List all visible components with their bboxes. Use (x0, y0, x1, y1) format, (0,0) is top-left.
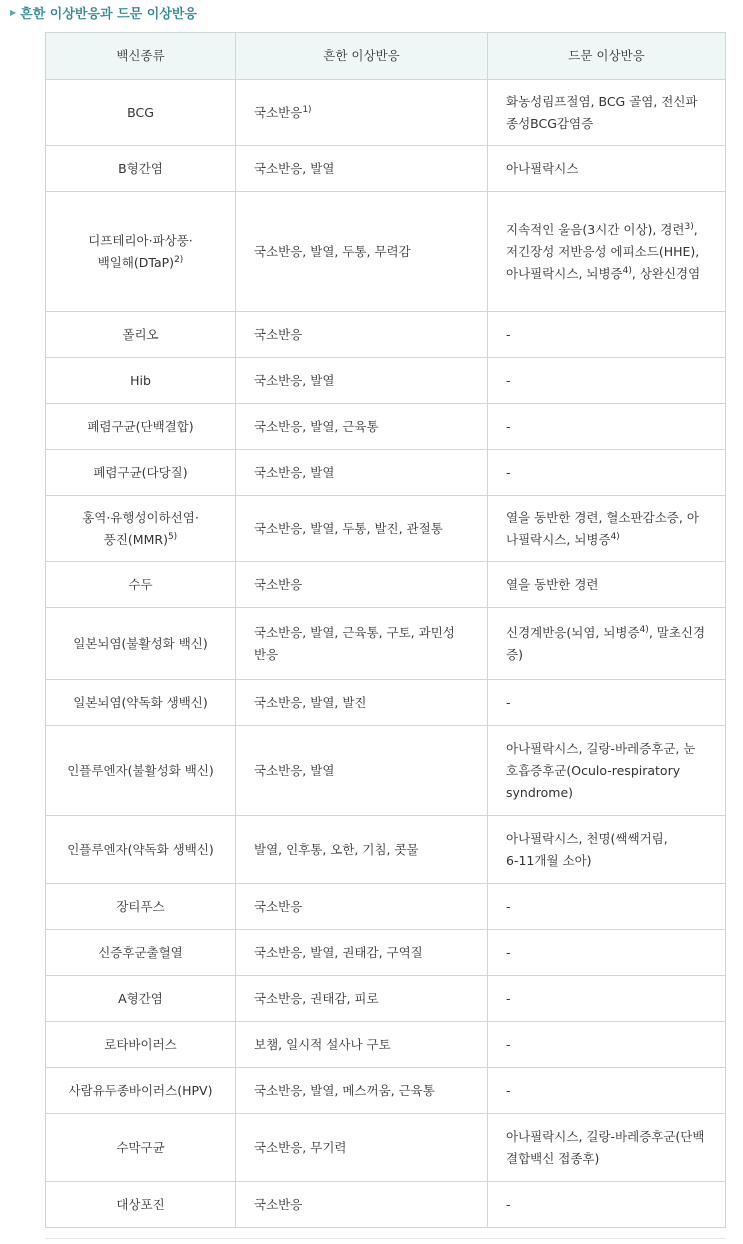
cell-common-reactions: 국소반응 (236, 312, 488, 358)
cell-rare-reactions: - (488, 450, 726, 496)
section-title (10, 2, 197, 22)
table-row (46, 1068, 726, 1114)
cell-common-reactions: 국소반응, 발열 (236, 146, 488, 192)
cell-vaccine-name: Hib (46, 358, 236, 404)
cell-rare-reactions: - (488, 404, 726, 450)
cell-common-reactions: 국소반응, 발열 (236, 450, 488, 496)
cell-common-reactions: 국소반응, 발열, 발진 (236, 680, 488, 726)
cell-rare-reactions: 아나필락시스, 길랑-바레증후군(단백결합백신 접종후) (488, 1114, 726, 1182)
cell-vaccine-name: 수두 (46, 562, 236, 608)
header-rare-reactions: 드문 이상반응 (488, 33, 726, 80)
cell-common-reactions: 국소반응, 발열, 두통, 무력감 (236, 192, 488, 312)
cell-vaccine-name: 일본뇌염(약독화 생백신) (46, 680, 236, 726)
cell-vaccine-name: 폐렴구균(다당질) (46, 450, 236, 496)
cell-rare-reactions: - (488, 312, 726, 358)
cell-rare-reactions: 지속적인 울음(3시간 이상), 경련$^{3)}$, 저긴장성 저반응성 에피소드(HHE), 아나필락시스, 뇌병증$^{4)}$, 상완신경염 (488, 192, 726, 312)
table-row (46, 726, 726, 816)
cell-common-reactions: 국소반응 (236, 884, 488, 930)
table-row (46, 146, 726, 192)
adverse-reactions-table (45, 32, 726, 1228)
cell-rare-reactions: - (488, 680, 726, 726)
cell-common-reactions: 국소반응$^{1)}$ (236, 80, 488, 146)
header-common-reactions: 흔한 이상반응 (236, 33, 488, 80)
cell-rare-reactions: 열을 동반한 경련, 혈소판감소증, 아나필락시스, 뇌병증$^{4)}$ (488, 496, 726, 562)
cell-rare-reactions: 아나필락시스 (488, 146, 726, 192)
table-row (46, 358, 726, 404)
table-row (46, 976, 726, 1022)
table-row (46, 404, 726, 450)
cell-vaccine-name: 로타바이러스 (46, 1022, 236, 1068)
cell-common-reactions: 국소반응, 발열, 근육통 (236, 404, 488, 450)
cell-common-reactions: 국소반응, 발열, 메스꺼움, 근육통 (236, 1068, 488, 1114)
cell-vaccine-name: 인플루엔자(불활성화 백신) (46, 726, 236, 816)
cell-common-reactions: 국소반응, 발열 (236, 358, 488, 404)
table-body (46, 80, 726, 1228)
cell-vaccine-name: 장티푸스 (46, 884, 236, 930)
triangle-bullet-icon: ▶ (10, 7, 17, 17)
cell-vaccine-name: 사람유두종바이러스(HPV) (46, 1068, 236, 1114)
cell-vaccine-name: 폴리오 (46, 312, 236, 358)
cell-rare-reactions: - (488, 1182, 726, 1228)
cell-common-reactions: 국소반응 (236, 562, 488, 608)
table-row (46, 608, 726, 680)
cell-vaccine-name: BCG (46, 80, 236, 146)
cell-rare-reactions: 아나필락시스, 천명(쌕쌕거림, 6-11개월 소아) (488, 816, 726, 884)
cell-common-reactions: 보챔, 일시적 설사나 구토 (236, 1022, 488, 1068)
cell-common-reactions: 국소반응 (236, 1182, 488, 1228)
cell-vaccine-name: 홍역·유행성이하선염· 풍진(MMR)$^{5)}$ (46, 496, 236, 562)
cell-rare-reactions: - (488, 884, 726, 930)
cell-rare-reactions: 열을 동반한 경련 (488, 562, 726, 608)
table-row (46, 1182, 726, 1228)
cell-common-reactions: 국소반응, 발열, 근육통, 구토, 과민성 반응 (236, 608, 488, 680)
cell-common-reactions: 국소반응, 발열, 두통, 발진, 관절통 (236, 496, 488, 562)
cell-vaccine-name: 수막구균 (46, 1114, 236, 1182)
cell-rare-reactions: - (488, 930, 726, 976)
cell-vaccine-name: 대상포진 (46, 1182, 236, 1228)
cell-common-reactions: 국소반응, 발열 (236, 726, 488, 816)
cell-rare-reactions: - (488, 1022, 726, 1068)
cell-common-reactions: 국소반응, 발열, 권태감, 구역질 (236, 930, 488, 976)
cell-common-reactions: 국소반응, 무기력 (236, 1114, 488, 1182)
table-row (46, 680, 726, 726)
section-title-text: 흔한 이상반응과 드문 이상반응 (20, 6, 197, 22)
table-row (46, 192, 726, 312)
table-row (46, 816, 726, 884)
table-row (46, 930, 726, 976)
table-row (46, 562, 726, 608)
table-row (46, 312, 726, 358)
table-row (46, 450, 726, 496)
cell-vaccine-name: 신증후군출혈열 (46, 930, 236, 976)
cell-rare-reactions: - (488, 976, 726, 1022)
cell-rare-reactions: 아나필락시스, 길랑-바레증후군, 눈호흡증후군(Oculo-respiratory syndrome) (488, 726, 726, 816)
cell-rare-reactions: - (488, 358, 726, 404)
cell-common-reactions: 발열, 인후통, 오한, 기침, 콧물 (236, 816, 488, 884)
table-row (46, 1022, 726, 1068)
cell-vaccine-name: B형간염 (46, 146, 236, 192)
table-row (46, 80, 726, 146)
table-row (46, 1114, 726, 1182)
cell-rare-reactions: 신경계반응(뇌염, 뇌병증$^{4)}$, 말초신경증) (488, 608, 726, 680)
cell-rare-reactions: - (488, 1068, 726, 1114)
cell-vaccine-name: 폐렴구균(단백결합) (46, 404, 236, 450)
divider (45, 1238, 725, 1239)
cell-vaccine-name: A형간염 (46, 976, 236, 1022)
table-row (46, 496, 726, 562)
cell-vaccine-name: 인플루엔자(약독화 생백신) (46, 816, 236, 884)
table-header-row (46, 33, 726, 80)
cell-common-reactions: 국소반응, 권태감, 피로 (236, 976, 488, 1022)
adverse-reactions-table-container (45, 32, 725, 1228)
cell-vaccine-name: 일본뇌염(불활성화 백신) (46, 608, 236, 680)
header-vaccine-type: 백신종류 (46, 33, 236, 80)
cell-rare-reactions: 화농성림프절염, BCG 골염, 전신파종성BCG감염증 (488, 80, 726, 146)
table-row (46, 884, 726, 930)
cell-vaccine-name: 디프테리아·파상풍· 백일해(DTaP)$^{2)}$ (46, 192, 236, 312)
